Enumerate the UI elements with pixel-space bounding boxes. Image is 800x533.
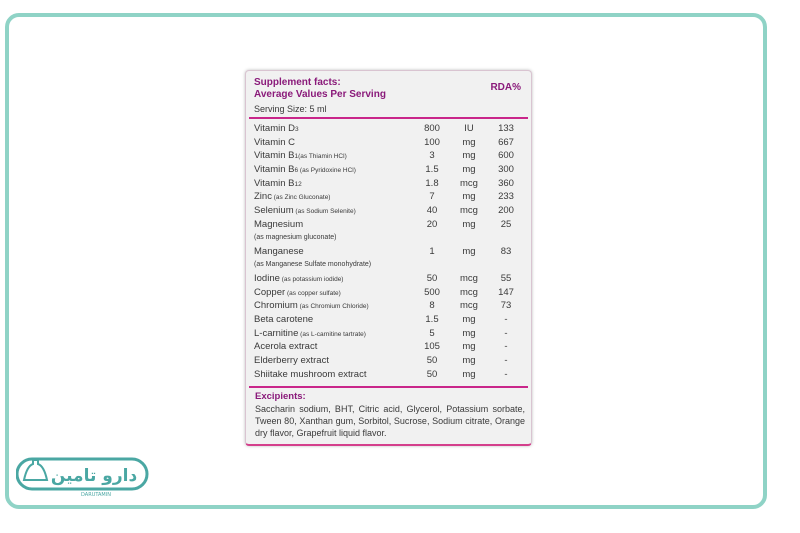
nutrient-unit: mg — [462, 218, 476, 230]
label-header — [254, 77, 386, 101]
table-row — [254, 354, 524, 368]
nutrient-rda: 300 — [498, 164, 514, 176]
nutrient-unit: mg — [462, 327, 476, 339]
nutrient-amount: 5 — [429, 327, 435, 339]
nutrient-unit: mcg — [460, 272, 478, 284]
nutrient-unit: IU — [464, 123, 474, 134]
table-row — [254, 204, 524, 218]
nutrient-rda: 233 — [498, 191, 514, 203]
table-row — [254, 272, 524, 286]
rda-header: RDA% — [490, 82, 521, 93]
nutrient-rda: 83 — [500, 245, 512, 257]
serving-size: Serving Size: 5 ml — [254, 104, 327, 114]
nutrient-name: Magnesium — [254, 218, 304, 230]
nutrient-name: Acerola extract — [254, 341, 318, 353]
nutrient-rda: 25 — [500, 218, 512, 230]
nutrient-rda: 200 — [498, 205, 514, 217]
header-rule — [249, 117, 528, 119]
nutrient-unit: mg — [462, 164, 476, 176]
nutrient-unit: mg — [462, 191, 476, 203]
nutrient-unit: mg — [462, 245, 476, 257]
nutrient-amount: 1.8 — [425, 177, 439, 189]
nutrient-amount: 50 — [426, 272, 438, 284]
logo-text: دارو تامين — [50, 466, 138, 486]
nutrient-rda: - — [504, 313, 508, 325]
nutrient-unit: mcg — [460, 177, 478, 189]
nutrient-name: Selenium (as Sodium Selenite) — [254, 205, 356, 217]
nutrient-name: Chromium (as Chromium Chloride) — [254, 300, 369, 312]
table-row — [254, 177, 524, 191]
nutrient-amount: 40 — [426, 205, 438, 217]
table-row — [254, 327, 524, 341]
excipients-title: Excipients: — [255, 391, 306, 402]
nutrient-name: Copper (as copper sulfate) — [254, 286, 341, 298]
nutrient-rda: 667 — [498, 136, 514, 148]
nutrient-unit: mg — [462, 341, 476, 353]
title-line-2: Average Values Per Serving — [254, 89, 386, 100]
nutrient-name: Vitamin C — [254, 136, 296, 148]
table-row — [254, 340, 524, 354]
nutrient-unit: mg — [462, 368, 476, 380]
nutrient-source-note: (as magnesium gluconate) — [254, 233, 337, 241]
nutrient-rda: - — [504, 327, 508, 339]
nutrient-amount: 8 — [429, 300, 435, 312]
table-row — [254, 245, 524, 272]
nutrient-source-note: (as Manganese Sulfate monohydrate) — [254, 260, 372, 268]
excipients-text: Saccharin sodium, BHT, Citric acid, Glycerol, Potassium sorbate, Tween 80, Xanthan gum, Sorbitol, Sucrose, Sodium citrate, Orange dry flavor, Grapefruit liquid flavor. — [255, 404, 525, 438]
nutrient-amount: 800 — [424, 123, 440, 134]
nutrient-table — [254, 122, 524, 381]
title-line-1: Supplement facts: — [254, 77, 341, 88]
table-row — [254, 149, 524, 163]
nutrient-amount: 500 — [424, 286, 440, 298]
table-row — [254, 368, 524, 382]
supplement-facts-label — [245, 70, 532, 446]
nutrient-amount: 7 — [429, 191, 435, 203]
nutrient-rda: 55 — [500, 272, 512, 284]
logo-subtext: DARUTAMIN — [81, 492, 111, 498]
nutrient-name: Manganese — [254, 245, 304, 257]
nutrient-amount: 1 — [429, 245, 435, 257]
nutrient-rda: - — [504, 341, 508, 353]
table-row — [254, 286, 524, 300]
table-row — [254, 218, 524, 245]
nutrient-amount: 1.5 — [425, 313, 439, 325]
table-row — [254, 190, 524, 204]
nutrient-name: Vitamin B12 — [254, 177, 302, 189]
nutrient-rda: 73 — [500, 300, 512, 312]
nutrient-rda: 360 — [498, 177, 514, 189]
table-row — [254, 163, 524, 177]
nutrient-unit: mcg — [460, 286, 478, 298]
nutrient-name: Shiitake mushroom extract — [254, 368, 367, 380]
darutamin-logo — [16, 456, 149, 498]
nutrient-amount: 3 — [429, 150, 435, 162]
nutrient-name: L-carnitine (as L-carnitine tartrate) — [254, 327, 366, 339]
nutrient-amount: 50 — [426, 354, 438, 366]
nutrient-amount: 20 — [426, 218, 438, 230]
nutrient-unit: mcg — [460, 300, 478, 312]
nutrient-name: Vitamin B6 (as Pyridoxine HCl) — [254, 164, 356, 176]
nutrient-name: Vitamin D3 — [254, 123, 299, 134]
nutrient-name: Vitamin B1(as Thiamin HCl) — [254, 150, 347, 162]
nutrient-name: Iodine (as potassium iodide) — [254, 272, 344, 284]
nutrient-unit: mg — [462, 136, 476, 148]
table-row — [254, 313, 524, 327]
nutrient-unit: mg — [462, 150, 476, 162]
nutrient-amount: 1.5 — [425, 164, 439, 176]
nutrient-amount: 50 — [426, 368, 438, 380]
nutrient-amount: 100 — [424, 136, 440, 148]
nutrient-rda: 133 — [498, 123, 514, 134]
nutrient-rda: 600 — [498, 150, 514, 162]
table-row — [254, 136, 524, 150]
nutrient-amount: 105 — [424, 341, 440, 353]
nutrient-rda: - — [504, 368, 508, 380]
nutrient-name: Beta carotene — [254, 313, 314, 325]
nutrient-name: Zinc (as Zinc Gluconate) — [254, 191, 331, 203]
table-row — [254, 122, 524, 136]
nutrient-rda: - — [504, 354, 508, 366]
table-bottom-rule — [249, 386, 528, 388]
nutrient-name: Elderberry extract — [254, 354, 329, 366]
nutrient-unit: mg — [462, 354, 476, 366]
nutrient-unit: mcg — [460, 205, 478, 217]
nutrient-rda: 147 — [498, 286, 514, 298]
nutrient-unit: mg — [462, 313, 476, 325]
table-row — [254, 299, 524, 313]
